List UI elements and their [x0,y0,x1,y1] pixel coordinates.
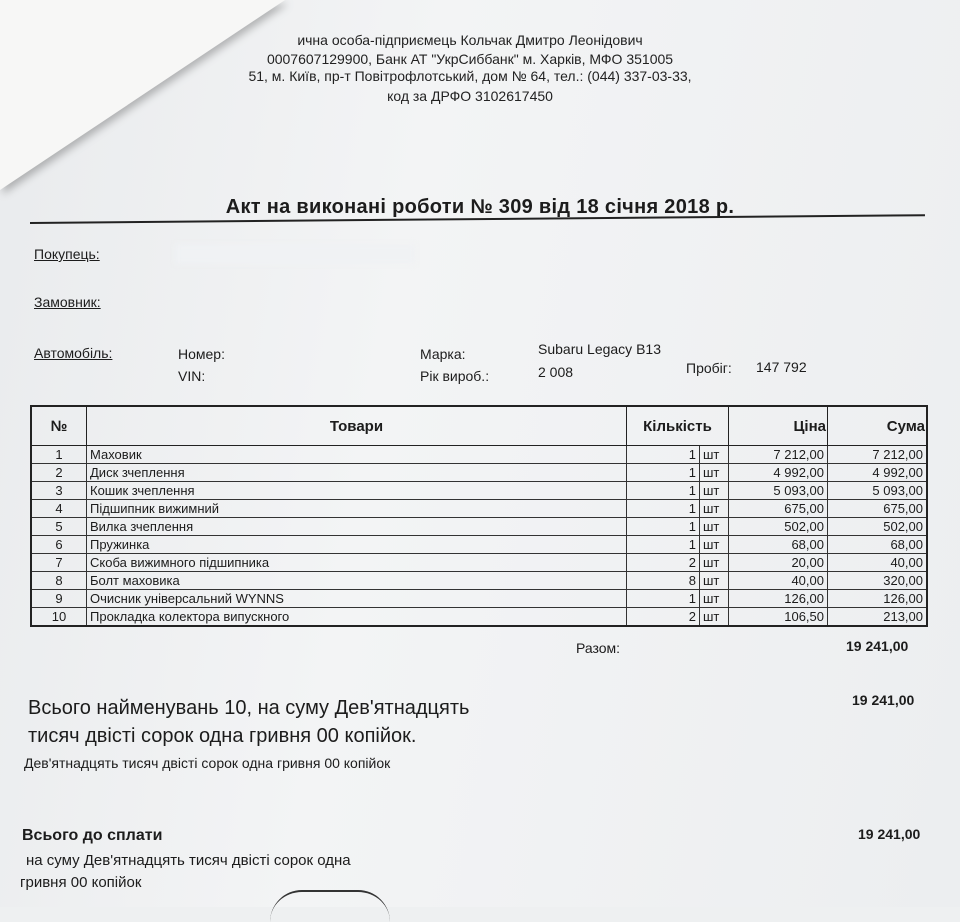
row-num: 8 [31,572,87,590]
row-price: 7 212,00 [729,446,828,464]
row-sum: 40,00 [828,554,928,572]
document-title: Акт на виконані роботи № 309 від 18 січня 2018 р. [225,196,735,218]
subtotal-value: 19 241,00 [846,638,909,654]
summary-line-1: Всього найменувань 10, на суму Дев'ятнадцять [28,697,470,719]
issuer-bank: 0007607129900, Банк АТ "УкрСиббанк" м. Харків, МФО 351005 [266,51,674,67]
col-header-price: Ціна [729,406,828,446]
redacted-buyer [175,244,415,264]
folded-sheet-corner [0,0,285,190]
row-sum: 4 992,00 [828,464,928,482]
row-price: 126,00 [729,590,828,608]
row-sum: 213,00 [828,608,928,627]
total-due-label: Всього до сплати [22,827,163,844]
row-num: 10 [31,608,87,627]
row-name: Маховик [87,446,627,464]
row-name: Болт маховика [87,572,627,590]
col-header-qty: Кількість [627,406,729,446]
car-mileage-label: Пробіг: [686,360,732,376]
row-num: 1 [31,446,87,464]
row-unit: шт [700,590,729,608]
car-year-value: 2 008 [538,364,574,380]
signature-stroke [270,890,390,922]
row-qty: 1 [627,590,700,608]
row-unit: шт [700,536,729,554]
col-header-sum: Сума [828,406,928,446]
table-row [31,554,927,572]
car-year-label: Рік вироб.: [420,368,490,384]
row-price: 40,00 [729,572,828,590]
car-vin-label: VIN: [178,368,206,384]
table-row [31,608,927,627]
row-sum: 320,00 [828,572,928,590]
summary-value: 19 241,00 [852,692,915,708]
row-unit: шт [700,572,729,590]
row-unit: шт [700,518,729,536]
row-qty: 1 [627,536,700,554]
row-name: Кошик зчеплення [87,482,627,500]
table-row [31,536,927,554]
row-name: Скоба вижимного підшипника [87,554,627,572]
row-qty: 1 [627,446,700,464]
row-num: 3 [31,482,87,500]
customer-label: Замовник: [34,294,101,310]
car-mileage-value: 147 792 [756,359,807,375]
row-unit: шт [700,554,729,572]
row-unit: шт [700,464,729,482]
col-header-num: № [31,406,87,446]
issuer-address: 51, м. Київ, пр-т Повітрофлотський, дом № 64, тел.: (044) 337-03-33, [248,68,692,84]
row-sum: 68,00 [828,536,928,554]
row-name: Підшипник вижимний [87,500,627,518]
row-qty: 1 [627,518,700,536]
summary-line-2: тисяч двісті сорок одна гривня 00 копійок. [28,725,417,747]
row-sum: 7 212,00 [828,446,928,464]
row-num: 6 [31,536,87,554]
row-unit: шт [700,482,729,500]
row-qty: 1 [627,464,700,482]
row-num: 7 [31,554,87,572]
row-sum: 126,00 [828,590,928,608]
row-price: 675,00 [729,500,828,518]
row-qty: 1 [627,482,700,500]
row-price: 4 992,00 [729,464,828,482]
row-unit: шт [700,500,729,518]
row-price: 68,00 [729,536,828,554]
row-num: 2 [31,464,87,482]
row-name: Пружинка [87,536,627,554]
row-qty: 2 [627,554,700,572]
row-price: 502,00 [729,518,828,536]
row-unit: шт [700,608,729,627]
row-price: 5 093,00 [729,482,828,500]
row-sum: 5 093,00 [828,482,928,500]
table-row [31,590,927,608]
car-label: Автомобіль: [34,345,113,361]
row-num: 9 [31,590,87,608]
car-make-label: Марка: [420,346,466,362]
row-qty: 2 [627,608,700,627]
col-header-name: Товари [87,406,627,446]
row-num: 5 [31,518,87,536]
table-row [31,482,927,500]
table-row [31,446,927,464]
table-row [31,518,927,536]
car-make-value: Subaru Legacy B13 [538,341,661,357]
buyer-label: Покупець: [34,246,100,262]
row-qty: 1 [627,500,700,518]
total-due-words-1: на суму Дев'ятнадцять тисяч двісті сорок одна [26,852,351,869]
table-row [31,464,927,482]
total-due-words-2: гривня 00 копійок [20,874,142,891]
total-due-value: 19 241,00 [858,826,921,842]
items-table [30,405,928,627]
subtotal-label: Разом: [576,640,621,656]
car-number-label: Номер: [178,346,225,362]
row-sum: 502,00 [828,518,928,536]
row-price: 20,00 [729,554,828,572]
row-sum: 675,00 [828,500,928,518]
row-name: Вилка зчеплення [87,518,627,536]
row-unit: шт [700,446,729,464]
issuer-tax-code: код за ДРФО 3102617450 [387,88,553,104]
table-row [31,500,927,518]
row-name: Очисник універсальний WYNNS [87,590,627,608]
row-num: 4 [31,500,87,518]
row-price: 106,50 [729,608,828,627]
table-row [31,572,927,590]
table-header-row [31,406,927,446]
issuer-name: ична особа-підприємець Кольчак Дмитро Леонідович [297,32,643,48]
row-qty: 8 [627,572,700,590]
row-name: Диск зчеплення [87,464,627,482]
row-name: Прокладка колектора випускного [87,608,627,627]
summary-in-words: Дев'ятнадцять тисяч двісті сорок одна гривня 00 копійок [24,755,391,771]
